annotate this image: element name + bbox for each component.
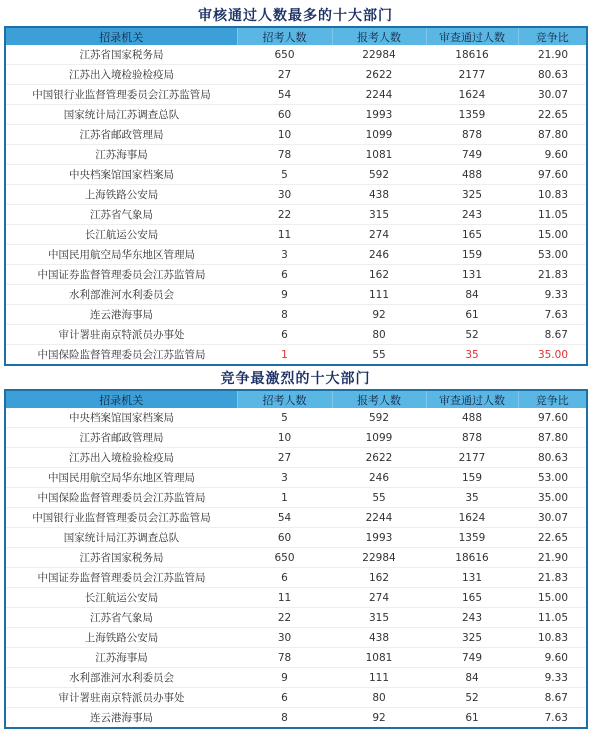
value-cell: 9.33 bbox=[518, 285, 587, 305]
table-row bbox=[5, 145, 587, 165]
table-row bbox=[5, 185, 587, 205]
value-cell: 80 bbox=[332, 688, 426, 708]
column-header: 招录机关 bbox=[5, 390, 237, 408]
value-cell: 21.83 bbox=[518, 568, 587, 588]
dept-cell: 上海铁路公安局 bbox=[5, 628, 237, 648]
dept-cell: 中国证券监督管理委员会江苏监管局 bbox=[5, 265, 237, 285]
dept-cell: 中国银行业监督管理委员会江苏监管局 bbox=[5, 508, 237, 528]
dept-cell: 中国保险监督管理委员会江苏监管局 bbox=[5, 488, 237, 508]
table-row bbox=[5, 448, 587, 468]
value-cell: 55 bbox=[332, 345, 426, 366]
value-cell: 97.60 bbox=[518, 408, 587, 428]
value-cell: 325 bbox=[426, 185, 518, 205]
value-cell: 749 bbox=[426, 145, 518, 165]
value-cell: 11 bbox=[237, 225, 332, 245]
value-cell: 878 bbox=[426, 428, 518, 448]
dept-cell: 中国银行业监督管理委员会江苏监管局 bbox=[5, 85, 237, 105]
value-cell: 35 bbox=[426, 488, 518, 508]
column-header: 报考人数 bbox=[332, 390, 426, 408]
value-cell: 53.00 bbox=[518, 245, 587, 265]
dept-cell: 中国保险监督管理委员会江苏监管局 bbox=[5, 345, 237, 366]
value-cell: 22.65 bbox=[518, 528, 587, 548]
value-cell: 52 bbox=[426, 325, 518, 345]
value-cell: 131 bbox=[426, 568, 518, 588]
value-cell: 6 bbox=[237, 568, 332, 588]
value-cell: 80.63 bbox=[518, 448, 587, 468]
table-row bbox=[5, 548, 587, 568]
value-cell: 1993 bbox=[332, 528, 426, 548]
table-row bbox=[5, 528, 587, 548]
value-cell: 1624 bbox=[426, 508, 518, 528]
table-row bbox=[5, 568, 587, 588]
value-cell: 162 bbox=[332, 568, 426, 588]
value-cell: 35.00 bbox=[518, 345, 587, 366]
value-cell: 5 bbox=[237, 408, 332, 428]
value-cell: 60 bbox=[237, 528, 332, 548]
dept-cell: 连云港海事局 bbox=[5, 305, 237, 325]
value-cell: 92 bbox=[332, 708, 426, 729]
value-cell: 92 bbox=[332, 305, 426, 325]
dept-cell: 国家统计局江苏调查总队 bbox=[5, 528, 237, 548]
table-row bbox=[5, 428, 587, 448]
value-cell: 11.05 bbox=[518, 205, 587, 225]
dept-cell: 审计署驻南京特派员办事处 bbox=[5, 325, 237, 345]
dept-cell: 中央档案馆国家档案局 bbox=[5, 408, 237, 428]
value-cell: 2622 bbox=[332, 448, 426, 468]
value-cell: 1359 bbox=[426, 105, 518, 125]
dept-cell: 江苏省气象局 bbox=[5, 608, 237, 628]
value-cell: 6 bbox=[237, 688, 332, 708]
table-row bbox=[5, 285, 587, 305]
value-cell: 54 bbox=[237, 508, 332, 528]
column-header: 竞争比 bbox=[518, 390, 587, 408]
section-title: 审核通过人数最多的十大部门 bbox=[198, 8, 393, 24]
value-cell: 246 bbox=[332, 245, 426, 265]
table-row bbox=[5, 345, 587, 366]
value-cell: 159 bbox=[426, 468, 518, 488]
dept-cell: 中国证券监督管理委员会江苏监管局 bbox=[5, 568, 237, 588]
value-cell: 1359 bbox=[426, 528, 518, 548]
value-cell: 27 bbox=[237, 65, 332, 85]
value-cell: 53.00 bbox=[518, 468, 587, 488]
value-cell: 9.33 bbox=[518, 668, 587, 688]
value-cell: 315 bbox=[332, 608, 426, 628]
value-cell: 2622 bbox=[332, 65, 426, 85]
table-row bbox=[5, 588, 587, 608]
column-header: 竞争比 bbox=[518, 27, 587, 45]
value-cell: 592 bbox=[332, 165, 426, 185]
value-cell: 30.07 bbox=[518, 508, 587, 528]
value-cell: 878 bbox=[426, 125, 518, 145]
value-cell: 111 bbox=[332, 668, 426, 688]
dept-cell: 中国民用航空局华东地区管理局 bbox=[5, 468, 237, 488]
value-cell: 61 bbox=[426, 708, 518, 729]
value-cell: 80.63 bbox=[518, 65, 587, 85]
value-cell: 5 bbox=[237, 165, 332, 185]
dept-cell: 江苏省气象局 bbox=[5, 205, 237, 225]
value-cell: 87.80 bbox=[518, 125, 587, 145]
value-cell: 8.67 bbox=[518, 325, 587, 345]
table-row bbox=[5, 628, 587, 648]
table-row bbox=[5, 488, 587, 508]
table-row bbox=[5, 708, 587, 729]
value-cell: 78 bbox=[237, 648, 332, 668]
value-cell: 650 bbox=[237, 548, 332, 568]
value-cell: 6 bbox=[237, 325, 332, 345]
dept-cell: 国家统计局江苏调查总队 bbox=[5, 105, 237, 125]
dept-cell: 江苏海事局 bbox=[5, 648, 237, 668]
table-row bbox=[5, 648, 587, 668]
value-cell: 21.90 bbox=[518, 548, 587, 568]
value-cell: 11 bbox=[237, 588, 332, 608]
value-cell: 21.83 bbox=[518, 265, 587, 285]
value-cell: 243 bbox=[426, 608, 518, 628]
dept-cell: 水利部淮河水利委员会 bbox=[5, 285, 237, 305]
table-row bbox=[5, 688, 587, 708]
value-cell: 55 bbox=[332, 488, 426, 508]
value-cell: 592 bbox=[332, 408, 426, 428]
dept-cell: 江苏海事局 bbox=[5, 145, 237, 165]
table-row bbox=[5, 105, 587, 125]
value-cell: 11.05 bbox=[518, 608, 587, 628]
value-cell: 1993 bbox=[332, 105, 426, 125]
dept-cell: 江苏省邮政管理局 bbox=[5, 428, 237, 448]
table-row bbox=[5, 85, 587, 105]
section-most-competitive bbox=[0, 369, 591, 729]
value-cell: 1081 bbox=[332, 648, 426, 668]
dept-cell: 江苏出入境检验检疫局 bbox=[5, 448, 237, 468]
table-row bbox=[5, 608, 587, 628]
value-cell: 162 bbox=[332, 265, 426, 285]
dept-cell: 中央档案馆国家档案局 bbox=[5, 165, 237, 185]
value-cell: 30 bbox=[237, 185, 332, 205]
value-cell: 7.63 bbox=[518, 305, 587, 325]
table-row bbox=[5, 265, 587, 285]
value-cell: 165 bbox=[426, 225, 518, 245]
table-row bbox=[5, 45, 587, 65]
value-cell: 3 bbox=[237, 245, 332, 265]
column-header: 招录机关 bbox=[5, 27, 237, 45]
section-most-approved bbox=[0, 6, 591, 366]
value-cell: 60 bbox=[237, 105, 332, 125]
value-cell: 243 bbox=[426, 205, 518, 225]
value-cell: 78 bbox=[237, 145, 332, 165]
value-cell: 97.60 bbox=[518, 165, 587, 185]
table-row bbox=[5, 225, 587, 245]
table-row bbox=[5, 668, 587, 688]
dept-cell: 上海铁路公安局 bbox=[5, 185, 237, 205]
table-row bbox=[5, 508, 587, 528]
value-cell: 246 bbox=[332, 468, 426, 488]
table-body bbox=[5, 45, 587, 365]
data-table bbox=[4, 26, 588, 366]
value-cell: 10 bbox=[237, 428, 332, 448]
value-cell: 274 bbox=[332, 225, 426, 245]
value-cell: 1099 bbox=[332, 125, 426, 145]
value-cell: 2244 bbox=[332, 508, 426, 528]
table-header-row bbox=[5, 27, 587, 45]
table-row bbox=[5, 245, 587, 265]
dept-cell: 连云港海事局 bbox=[5, 708, 237, 729]
table-row bbox=[5, 468, 587, 488]
value-cell: 1081 bbox=[332, 145, 426, 165]
value-cell: 22 bbox=[237, 205, 332, 225]
dept-cell: 江苏省国家税务局 bbox=[5, 548, 237, 568]
section-title: 竞争最激烈的十大部门 bbox=[220, 371, 371, 387]
value-cell: 9 bbox=[237, 285, 332, 305]
dept-cell: 水利部淮河水利委员会 bbox=[5, 668, 237, 688]
column-header: 招考人数 bbox=[237, 390, 332, 408]
value-cell: 84 bbox=[426, 668, 518, 688]
value-cell: 22 bbox=[237, 608, 332, 628]
value-cell: 165 bbox=[426, 588, 518, 608]
value-cell: 30 bbox=[237, 628, 332, 648]
value-cell: 35 bbox=[426, 345, 518, 366]
value-cell: 488 bbox=[426, 165, 518, 185]
value-cell: 650 bbox=[237, 45, 332, 65]
value-cell: 6 bbox=[237, 265, 332, 285]
value-cell: 274 bbox=[332, 588, 426, 608]
value-cell: 8 bbox=[237, 305, 332, 325]
value-cell: 438 bbox=[332, 185, 426, 205]
column-header: 审查通过人数 bbox=[426, 390, 518, 408]
table-row bbox=[5, 408, 587, 428]
value-cell: 54 bbox=[237, 85, 332, 105]
value-cell: 35.00 bbox=[518, 488, 587, 508]
column-header: 报考人数 bbox=[332, 27, 426, 45]
value-cell: 2177 bbox=[426, 448, 518, 468]
value-cell: 22984 bbox=[332, 45, 426, 65]
value-cell: 488 bbox=[426, 408, 518, 428]
value-cell: 111 bbox=[332, 285, 426, 305]
value-cell: 61 bbox=[426, 305, 518, 325]
value-cell: 315 bbox=[332, 205, 426, 225]
value-cell: 8.67 bbox=[518, 688, 587, 708]
value-cell: 131 bbox=[426, 265, 518, 285]
value-cell: 3 bbox=[237, 468, 332, 488]
value-cell: 159 bbox=[426, 245, 518, 265]
dept-cell: 江苏省邮政管理局 bbox=[5, 125, 237, 145]
value-cell: 1 bbox=[237, 488, 332, 508]
value-cell: 21.90 bbox=[518, 45, 587, 65]
value-cell: 749 bbox=[426, 648, 518, 668]
value-cell: 80 bbox=[332, 325, 426, 345]
value-cell: 1624 bbox=[426, 85, 518, 105]
value-cell: 10 bbox=[237, 125, 332, 145]
dept-cell: 审计署驻南京特派员办事处 bbox=[5, 688, 237, 708]
table-row bbox=[5, 65, 587, 85]
value-cell: 52 bbox=[426, 688, 518, 708]
column-header: 招考人数 bbox=[237, 27, 332, 45]
value-cell: 15.00 bbox=[518, 588, 587, 608]
dept-cell: 长江航运公安局 bbox=[5, 225, 237, 245]
value-cell: 30.07 bbox=[518, 85, 587, 105]
value-cell: 9.60 bbox=[518, 145, 587, 165]
value-cell: 18616 bbox=[426, 45, 518, 65]
value-cell: 10.83 bbox=[518, 628, 587, 648]
value-cell: 87.80 bbox=[518, 428, 587, 448]
value-cell: 15.00 bbox=[518, 225, 587, 245]
column-header: 审查通过人数 bbox=[426, 27, 518, 45]
value-cell: 22.65 bbox=[518, 105, 587, 125]
dept-cell: 江苏出入境检验检疫局 bbox=[5, 65, 237, 85]
table-header-row bbox=[5, 390, 587, 408]
table-row bbox=[5, 205, 587, 225]
value-cell: 27 bbox=[237, 448, 332, 468]
value-cell: 10.83 bbox=[518, 185, 587, 205]
dept-cell: 长江航运公安局 bbox=[5, 588, 237, 608]
value-cell: 8 bbox=[237, 708, 332, 729]
table-row bbox=[5, 305, 587, 325]
value-cell: 9.60 bbox=[518, 648, 587, 668]
value-cell: 18616 bbox=[426, 548, 518, 568]
value-cell: 22984 bbox=[332, 548, 426, 568]
value-cell: 1 bbox=[237, 345, 332, 366]
value-cell: 9 bbox=[237, 668, 332, 688]
table-row bbox=[5, 125, 587, 145]
value-cell: 7.63 bbox=[518, 708, 587, 729]
table-row bbox=[5, 325, 587, 345]
value-cell: 2244 bbox=[332, 85, 426, 105]
table-row bbox=[5, 165, 587, 185]
dept-cell: 中国民用航空局华东地区管理局 bbox=[5, 245, 237, 265]
value-cell: 325 bbox=[426, 628, 518, 648]
value-cell: 1099 bbox=[332, 428, 426, 448]
value-cell: 84 bbox=[426, 285, 518, 305]
data-table bbox=[4, 389, 588, 729]
value-cell: 2177 bbox=[426, 65, 518, 85]
value-cell: 438 bbox=[332, 628, 426, 648]
dept-cell: 江苏省国家税务局 bbox=[5, 45, 237, 65]
table-body bbox=[5, 408, 587, 728]
